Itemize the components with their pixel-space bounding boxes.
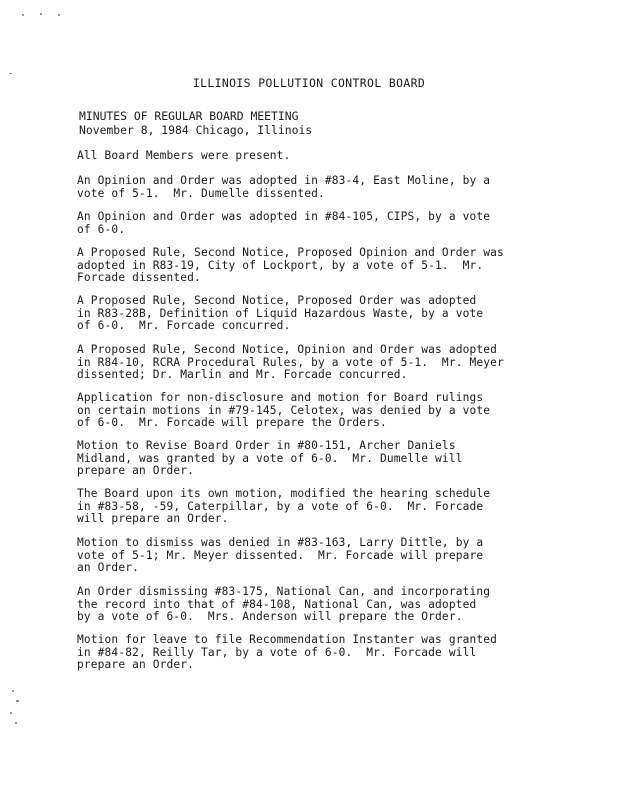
paragraph-line: on certain motions in #79-145, Celotex, was denied by a vote	[77, 403, 491, 417]
paragraph-line: prepare an Order.	[77, 464, 195, 478]
paragraph-line: A Proposed Rule, Second Notice, Proposed Order was adopted	[77, 294, 477, 307]
scan-speck	[22, 14, 24, 16]
paragraph-line: will prepare an Order.	[77, 512, 229, 526]
paragraph-line: A Proposed Rule, Second Notice, Proposed Opinion and Order was	[77, 246, 504, 259]
paragraph-line: in R83-28B, Definition of Liquid Hazardous Waste, by a vote	[77, 306, 484, 320]
paragraph-line: vote of 5-1. Mr. Dumelle dissented.	[77, 186, 325, 200]
meeting-heading-line: MINUTES OF REGULAR BOARD MEETING	[79, 109, 299, 123]
paragraph-r83-19	[77, 247, 537, 285]
paragraph-line: vote of 5-1; Mr. Meyer dissented. Mr. Forcade will prepare	[77, 548, 484, 562]
paragraph-79-145	[77, 392, 537, 430]
paragraph-line: The Board upon its own motion, modified the hearing schedule	[77, 487, 491, 500]
paragraph-line: An Order dismissing #83-175, National Can, and incorporating	[77, 585, 491, 598]
paragraph-83-175	[77, 586, 537, 624]
paragraph-83-163	[77, 537, 537, 575]
paragraph-line: in #83-58, -59, Caterpillar, by a vote of 6-0. Mr. Forcade	[77, 499, 484, 513]
scan-speck	[40, 13, 42, 15]
paragraph-line: A Proposed Rule, Second Notice, Opinion and Order was adopted	[77, 343, 498, 356]
paragraph-line: Midland, was granted by a vote of 6-0. Mr. Dumelle will	[77, 451, 463, 465]
paragraph-line: Forcade dissented.	[77, 271, 201, 285]
paragraph-line: Motion for leave to file Recommendation Instanter was granted	[77, 633, 498, 646]
paragraph-attendance	[77, 150, 537, 163]
paragraph-line: An Opinion and Order was adopted in #84-105, CIPS, by a vote	[77, 210, 491, 223]
paragraph-line: dissented; Dr. Marlin and Mr. Forcade concurred.	[77, 368, 408, 382]
scan-speck	[9, 73, 12, 74]
scan-speck	[58, 14, 60, 16]
paragraph-line: Motion to Revise Board Order in #80-151, Archer Daniels	[77, 439, 456, 452]
paragraph-line: in #84-82, Reilly Tar, by a vote of 6-0. Mr. Forcade will	[77, 645, 477, 659]
paragraph-line: of 6-0. Mr. Forcade will prepare the Orders.	[77, 416, 387, 430]
paragraph-84-82	[77, 634, 537, 672]
paragraph-line: by a vote of 6-0. Mrs. Anderson will prepare the Order.	[77, 610, 463, 624]
paragraph-r84-10	[77, 344, 537, 382]
paragraph-line: the record into that of #84-108, National Can, was adopted	[77, 597, 477, 611]
meeting-heading	[79, 110, 312, 137]
paragraph-83-4	[77, 175, 537, 200]
paragraph-line: prepare an Order.	[77, 658, 195, 672]
paragraph-line: Application for non-disclosure and motion for Board rulings	[77, 391, 484, 404]
meeting-date-line: November 8, 1984 Chicago, Illinois	[79, 122, 313, 137]
scan-speck	[15, 722, 17, 724]
paragraph-line: Motion to dismiss was denied in #83-163, Larry Dittle, by a	[77, 536, 484, 549]
scan-speck	[10, 712, 12, 714]
paragraph-line: of 6-0. Mr. Forcade concurred.	[77, 319, 291, 333]
scan-speck	[16, 700, 19, 702]
paragraph-line: in R84-10, RCRA Procedural Rules, by a vote of 5-1. Mr. Meyer	[77, 355, 504, 369]
paragraph-line: of 6-0.	[77, 222, 126, 236]
paragraph-83-58	[77, 488, 537, 526]
document-title: ILLINOIS POLLUTION CONTROL BOARD	[192, 76, 426, 90]
paragraph-line: an Order.	[77, 561, 139, 575]
paragraph-line: adopted in R83-19, City of Lockport, by a vote of 5-1. Mr.	[77, 258, 484, 272]
paragraph-r83-28b	[77, 295, 537, 333]
paragraph-84-105	[77, 211, 537, 236]
paragraph-line: All Board Members were present.	[77, 149, 291, 162]
paragraph-line: An Opinion and Order was adopted in #83-4, East Moline, by a	[77, 174, 491, 187]
paragraph-80-151	[77, 440, 537, 478]
scan-speck	[12, 690, 14, 692]
